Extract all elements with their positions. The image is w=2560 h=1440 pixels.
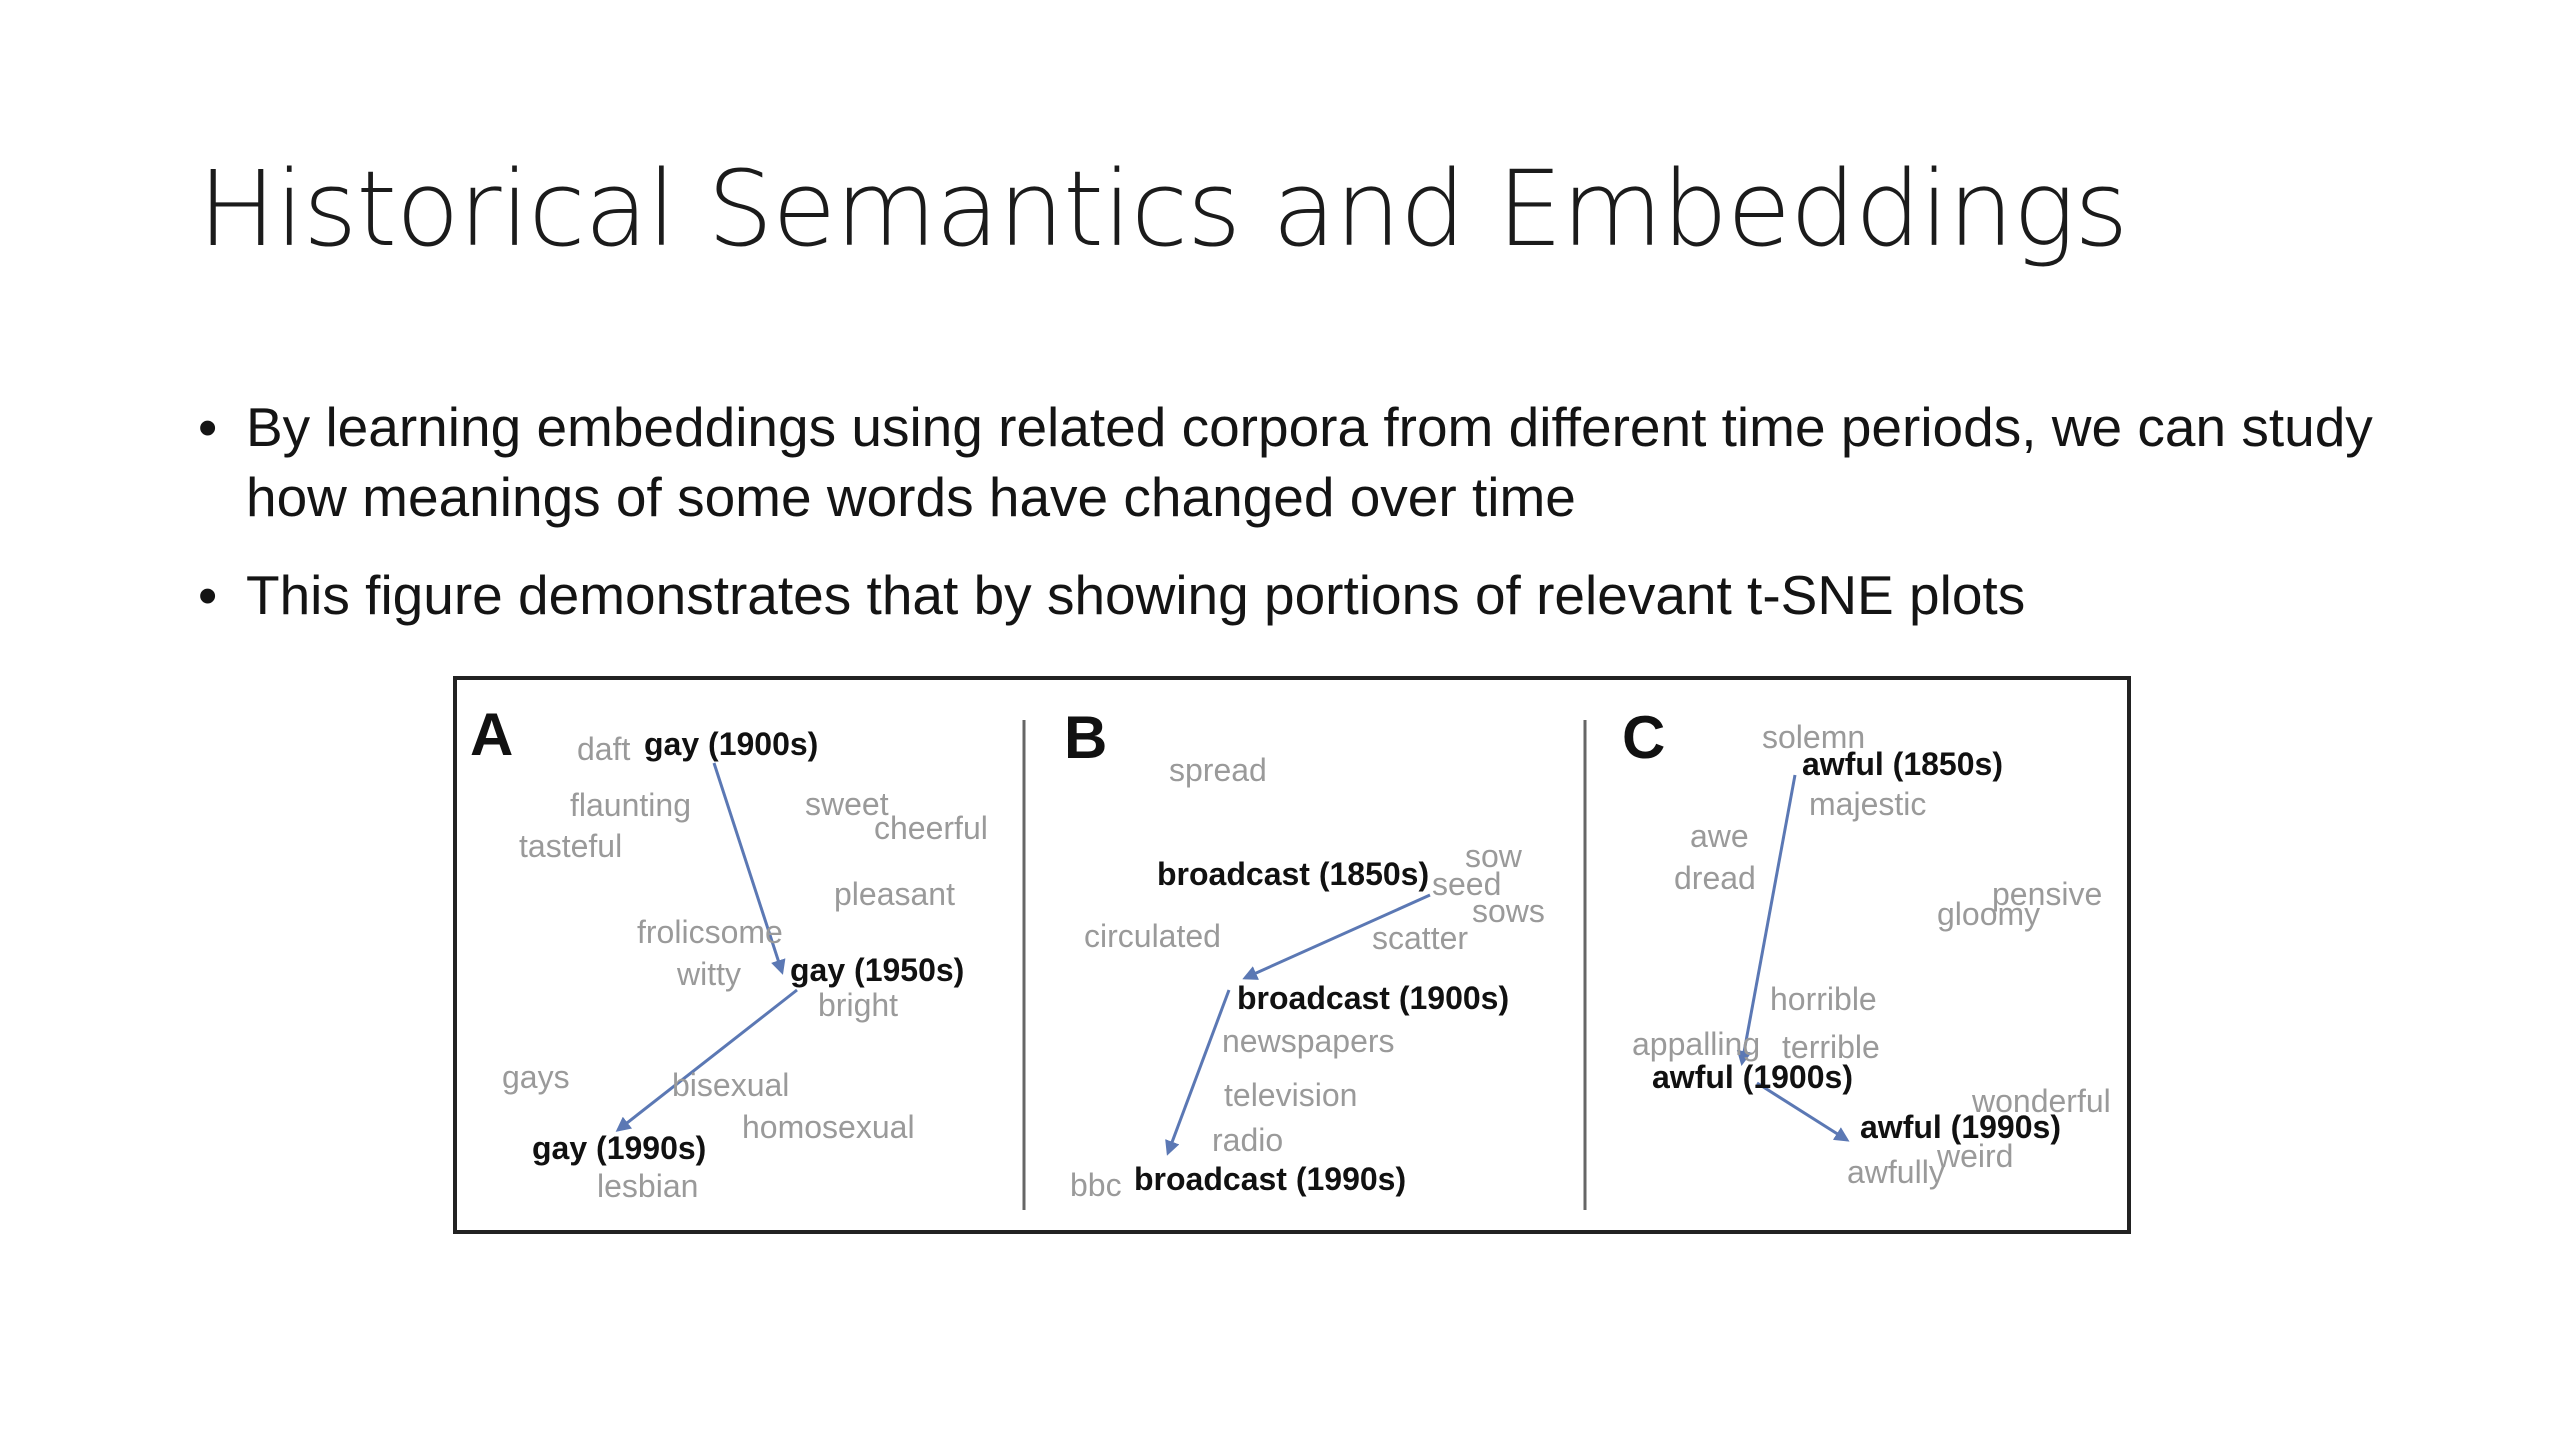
key-word: awful (1990s) [1860, 1109, 2061, 1145]
context-word: dread [1674, 860, 1756, 896]
context-word: sow [1465, 838, 1522, 874]
context-word: circulated [1084, 918, 1221, 954]
context-word: solemn [1762, 719, 1866, 755]
key-word: awful (1850s) [1802, 746, 2003, 782]
context-word: weird [1937, 1138, 2014, 1174]
tsne-figure-svg [452, 675, 2132, 1235]
key-word: gay (1950s) [790, 952, 965, 988]
panel-label: C [1622, 704, 1666, 771]
context-word: scatter [1372, 920, 1469, 956]
context-word: newspapers [1222, 1023, 1395, 1059]
context-word: bbc [1070, 1167, 1122, 1203]
context-word: frolicsome [637, 914, 783, 950]
bullet-glyph: • [198, 396, 218, 458]
key-word: broadcast (1900s) [1237, 980, 1510, 1016]
context-word: appalling [1632, 1026, 1761, 1062]
context-word: bisexual [672, 1067, 790, 1103]
context-word: terrible [1782, 1029, 1880, 1065]
context-word: majestic [1809, 786, 1927, 822]
context-word: witty [677, 956, 741, 992]
context-word: seed [1432, 866, 1502, 902]
context-word: horrible [1770, 981, 1877, 1017]
context-word: gays [502, 1059, 570, 1095]
context-word: flaunting [570, 787, 691, 823]
context-word: homosexual [742, 1109, 915, 1145]
bullet-list [198, 392, 2378, 658]
panel-label: B [1064, 704, 1108, 771]
context-word: sweet [805, 786, 889, 822]
context-word: awfully [1847, 1154, 1945, 1190]
slide-title: Historical Semantics and Embeddings [198, 148, 2128, 270]
context-word: radio [1212, 1122, 1284, 1158]
context-word: awe [1690, 818, 1749, 854]
tsne-figure [452, 675, 2132, 1235]
context-word: bright [818, 987, 899, 1023]
context-word: gloomy [1937, 896, 2041, 932]
panel-label: A [470, 701, 514, 768]
context-word: sows [1472, 893, 1545, 929]
context-word: television [1224, 1077, 1358, 1113]
context-word: tasteful [519, 828, 623, 864]
context-word: lesbian [597, 1168, 699, 1204]
key-word: gay (1900s) [644, 726, 819, 762]
context-word: pensive [1992, 876, 2103, 912]
context-word: wonderful [1972, 1083, 2111, 1119]
bullet-item [198, 392, 2378, 532]
key-word: broadcast (1990s) [1134, 1161, 1407, 1197]
bullet-glyph: • [198, 564, 218, 626]
bullet-item [198, 560, 2378, 630]
bullet-text: By learning embeddings using related corpora from different time periods, we can study how meanings of some words have changed over time [246, 396, 2373, 528]
context-word: pleasant [834, 876, 955, 912]
key-word: broadcast (1850s) [1157, 856, 1430, 892]
key-word: gay (1990s) [532, 1130, 707, 1166]
key-word: awful (1900s) [1652, 1059, 1853, 1095]
context-word: spread [1169, 752, 1267, 788]
bullet-text: This figure demonstrates that by showing portions of relevant t-SNE plots [246, 564, 2026, 626]
context-word: cheerful [874, 810, 988, 846]
context-word: daft [577, 731, 631, 767]
